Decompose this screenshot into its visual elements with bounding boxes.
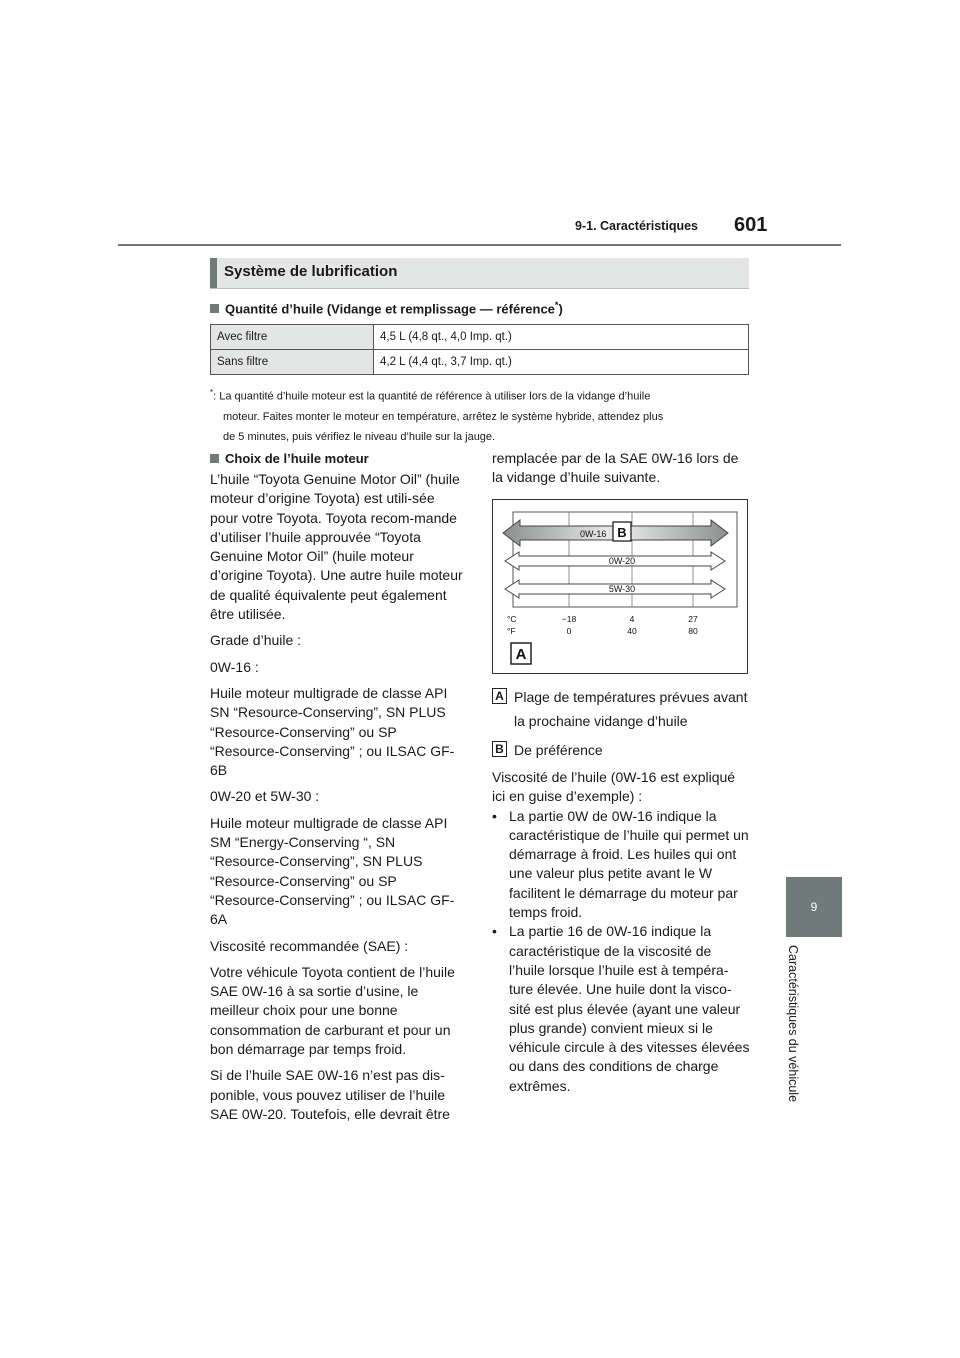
range-label-5w30: 5W-30 [608, 584, 636, 594]
tick-label-f: 0 [566, 626, 572, 636]
legend-b [492, 740, 748, 760]
square-bullet-icon [210, 304, 219, 313]
list-item [492, 922, 750, 1096]
oil-quantity-heading-mark: * [554, 300, 559, 310]
paragraph: 0W-16 : [210, 658, 259, 675]
chapter-side-label [786, 945, 804, 1115]
list-item-text: La partie 16 de 0W-16 indique la caractéristique de la viscosité de l’huile lorsque l’huile est à tempéra-ture élevée. Une huile dont la visco-sité est plus élevée (ayant une valeur plus grande) convient mieux si le véhicule circule à des vitesses élevées ou dans des conditions de charge extrêmes. [509, 923, 750, 1094]
unit-fahrenheit: °F [507, 626, 516, 636]
chapter-title: 9-1. Caractéristiques [575, 219, 698, 233]
list-item [492, 807, 750, 923]
bullet-dot-icon: • [492, 923, 497, 940]
legend-a-key: A [492, 688, 507, 704]
label-a: A [515, 646, 527, 663]
table-row [211, 325, 749, 350]
legend-a-row [492, 685, 748, 733]
paragraph: 0W-20 et 5W-30 : [210, 788, 320, 805]
chapter-side-label-text: Caractéristiques du véhicule [786, 945, 800, 1103]
paragraph: L’huile “Toyota Genuine Motor Oil” (huile moteur d’origine Toyota) est utili-sée pour votre Toyota. Toyota recom-mande d’utiliser l’huile approuvée “Toyota Genuine Motor Oil” (huile moteur d’origine Toyota). Une autre huile moteur de qualité équivalente peut également être utilisée. [210, 471, 463, 623]
chapter-tab-number: 9 [810, 900, 818, 914]
oil-quantity-heading-text: Quantité d’huile (Vidange et remplissage — référence [225, 301, 555, 317]
section-title-accent [210, 258, 217, 288]
tick-label-c: 27 [688, 614, 698, 624]
oil-quantity-table [210, 324, 749, 375]
legend-b-key: B [492, 741, 507, 757]
section-title-bar [210, 258, 749, 289]
table-cell-label: Sans filtre [211, 350, 374, 375]
paragraph: Grade d’huile : [210, 632, 302, 649]
paragraph: remplacée par de la SAE 0W-16 lors de la vidange d’huile suivante. [492, 450, 739, 486]
square-bullet-icon [210, 454, 219, 463]
unit-celsius: °C [507, 614, 517, 624]
table-cell-value: 4,5 L (4,8 qt., 4,0 Imp. qt.) [374, 325, 749, 350]
legend-b-text: De préférence [514, 742, 603, 758]
label-b: B [617, 525, 627, 540]
legend-a-text: Plage de températures prévues avant la prochaine vidange d’huile [514, 689, 748, 729]
footnote-mark: * [210, 388, 214, 397]
bullet-dot-icon: • [492, 807, 497, 824]
header-rule [118, 244, 841, 246]
right-column-intro [492, 449, 748, 495]
tick-label-f: 40 [627, 626, 637, 636]
table-cell-label: Avec filtre [211, 325, 374, 350]
footnote-text-1: : La quantité d’huile moteur est la quantité de référence à utiliser lors de la vidange d’huile [213, 390, 651, 403]
footnote [210, 383, 750, 447]
oil-choice-heading-text: Choix de l’huile moteur [225, 451, 369, 466]
page-number: 601 [734, 214, 768, 236]
tick-label-f: 80 [688, 626, 698, 636]
viscosity-figure [492, 499, 748, 674]
range-label-0w16: 0W-16 [580, 529, 607, 539]
viscosity-chart [493, 500, 747, 673]
left-column [210, 470, 466, 1131]
section-title: Système de lubrification [224, 263, 398, 280]
chapter-tab [786, 877, 842, 937]
oil-quantity-heading [210, 300, 563, 316]
range-label-0w20: 0W-20 [608, 556, 636, 566]
paragraph: Votre véhicule Toyota contient de l’huile SAE 0W-16 à sa sortie d’usine, le meilleur choix pour une bonne consommation de carburant et pour un bon démarrage par temps froid. [210, 963, 455, 1058]
table-cell-value: 4,2 L (4,4 qt., 3,7 Imp. qt.) [374, 350, 749, 375]
paragraph: Huile moteur multigrade de classe API SN “Resource-Conserving”, SN PLUS “Resource-Conserving” ou SP “Resource-Conserving” ; ou ILSAC GF-6B [210, 684, 455, 779]
legend-a [492, 685, 748, 733]
legend-b-row [492, 740, 748, 760]
table-row [211, 350, 749, 375]
footnote-line-2: moteur. Faites monter le moteur en température, arrêtez le système hybride, attendez plus [223, 410, 664, 423]
list-item-text: La partie 0W de 0W-16 indique la caractéristique de l’huile qui permet un démarrage à froid. Les huiles qui ont une valeur plus petite avant le W facilitent le démarrage du moteur par temps froid. [509, 807, 749, 921]
tick-label-c: −18 [561, 614, 577, 624]
paragraph: Si de l’huile SAE 0W-16 n’est pas dis-ponible, vous pouvez utiliser de l’huile SAE 0W-20. Toutefois, elle devrait être [210, 1067, 450, 1122]
viscosity-explanation [492, 768, 750, 1096]
paragraph: Viscosité recommandée (SAE) : [210, 937, 409, 954]
tick-label-c: 4 [629, 614, 635, 624]
paragraph: Viscosité de l’huile (0W-16 est expliqué ici en guise d’exemple) : [492, 769, 736, 805]
footnote-line-1 [210, 383, 750, 407]
oil-quantity-heading-close: ) [558, 301, 563, 317]
paragraph: Huile moteur multigrade de classe API SM “Energy-Conserving “, SN “Resource-Conserving”, SN PLUS “Resource-Conserving” ou SP “Resource-Conserving” ; ou ILSAC GF-6A [210, 814, 455, 928]
footnote-line-3: de 5 minutes, puis vérifiez le niveau d’huile sur la jauge. [223, 430, 496, 443]
oil-choice-heading [210, 451, 369, 466]
